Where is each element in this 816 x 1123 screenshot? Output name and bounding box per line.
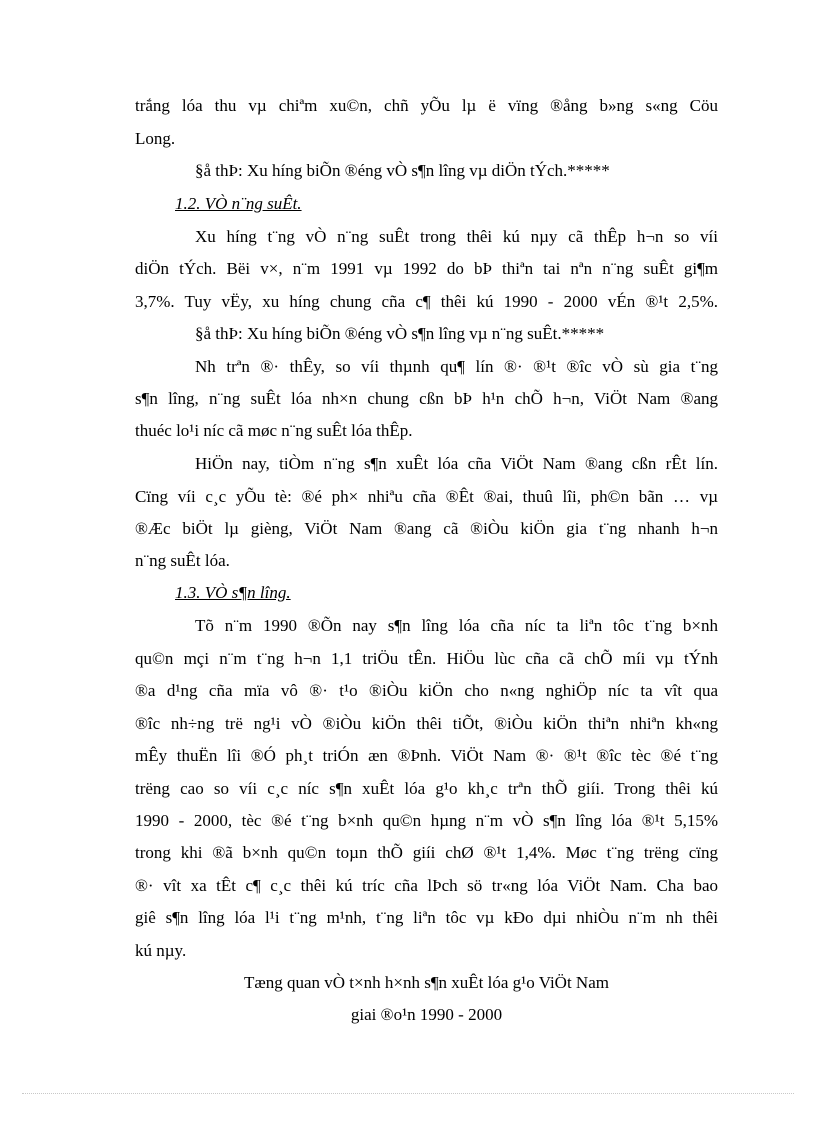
text-line: Cïng víi c¸c yÕu tè: ®é ph× nhiªu cña ®Êt ®ai, thuû lîi, ph©n bãn … vµ	[135, 487, 718, 506]
text-line: Long.	[135, 129, 176, 148]
text-line: ®Æc biÖt lµ gièng, ViÖt Nam ®ang cã ®iÒu kiÖn gia t¨ng nhanh h¬n	[135, 519, 718, 538]
text-line: trong khi ®ã b×nh qu©n toµn thÕ giíi chØ ®¹t 1,4%. Møc t¨ng trëng cïng	[135, 843, 718, 862]
chart-title: Tæng quan vÒ t×nh h×nh s¶n xuÊt lóa g¹o ViÖt Nam	[244, 973, 609, 992]
text-line: HiÖn nay, tiÒm n¨ng s¶n xuÊt lóa cña ViÖt Nam ®ang cßn rÊt lín.	[195, 454, 718, 473]
text-line: mÊy thuËn lîi ®Ó ph¸t triÓn æn ®Þnh. ViÖt Nam ®· ®¹t ®îc tèc ®é t¨ng	[135, 746, 718, 765]
text-line: Tõ n¨m 1990 ®Õn nay s¶n lîng lóa cña níc ta liªn tôc t¨ng b×nh	[195, 616, 718, 635]
text-line: kú nµy.	[135, 941, 187, 960]
chart-subtitle: giai ®o¹n 1990 - 2000	[350, 1005, 503, 1024]
text-line: trắng lóa thu vµ chiªm xu©n, chñ yÕu lµ ë vïng ®ång b»ng s«ng Cöu	[135, 96, 718, 115]
text-line: 3,7%. Tuy vËy, xu híng chung cña c¶ thêi kú 1990 - 2000 vÉn ®¹t 2,5%.	[135, 292, 718, 311]
text-line: Xu híng t¨ng vÒ n¨ng suÊt trong thêi kú nµy cã thÊp h¬n so víi	[195, 227, 718, 246]
text-line: giê s¶n lîng lóa l¹i t¨ng m¹nh, t¨ng liªn tôc vµ kÐo dµi nhiÒu n¨m nh thêi	[135, 908, 718, 927]
figure-caption: §å thÞ: Xu híng biÕn ®éng vÒ s¶n lîng vµ diÖn tÝch.*****	[195, 161, 610, 180]
text-line: diÖn tÝch. Bëi v×, n¨m 1991 vµ 1992 do bÞ thiªn tai nªn n¨ng suÊt gi¶m	[135, 259, 718, 278]
text-line: Nh trªn ®· thÊy, so víi thµnh qu¶ lín ®· ®¹t ®îc vÒ sù gia t¨ng	[195, 357, 718, 376]
text-line: n¨ng suÊt lóa.	[135, 551, 230, 570]
section-heading: 1.3. VÒ s¶n lîng.	[175, 583, 291, 602]
figure-caption: §å thÞ: Xu híng biÕn ®éng vÒ s¶n lîng vµ n¨ng suÊt.*****	[195, 324, 605, 343]
text-line: qu©n mçi n¨m t¨ng h¬n 1,1 triÖu tÊn. HiÖu lùc cña cã chÕ míi vµ tÝnh	[135, 649, 718, 668]
page-footer-divider	[22, 1093, 794, 1094]
text-line: trëng cao so víi c¸c níc s¶n xuÊt lóa g¹o kh¸c trªn thÕ giíi. Trong thêi kú	[135, 779, 718, 798]
text-line: thuéc lo¹i níc cã møc n¨ng suÊt lóa thÊp.	[135, 421, 413, 440]
text-line: ®· vît xa tÊt c¶ c¸c thêi kú tríc cña lÞch sö tr«ng lóa ViÖt Nam. Cha bao	[135, 876, 718, 895]
section-heading: 1.2. VÒ n¨ng suÊt.	[175, 194, 302, 213]
text-line: s¶n lîng, n¨ng suÊt lóa nh×n chung cßn bÞ h¹n chÕ h¬n, ViÖt Nam ®ang	[135, 389, 718, 408]
text-line: ®a d¹ng cña mïa vô ®· t¹o ®iÒu kiÖn cho n«ng nghiÖp níc ta vît qua	[135, 681, 718, 700]
text-line: ®îc nh÷ng trë ng¹i vÒ ®iÒu kiÖn thêi tiÕt, ®iÒu kiÖn thiªn nhiªn kh«ng	[135, 714, 718, 733]
text-line: 1990 - 2000, tèc ®é t¨ng b×nh qu©n hµng n¨m vÒ s¶n lîng lóa ®¹t 5,15%	[135, 811, 718, 830]
